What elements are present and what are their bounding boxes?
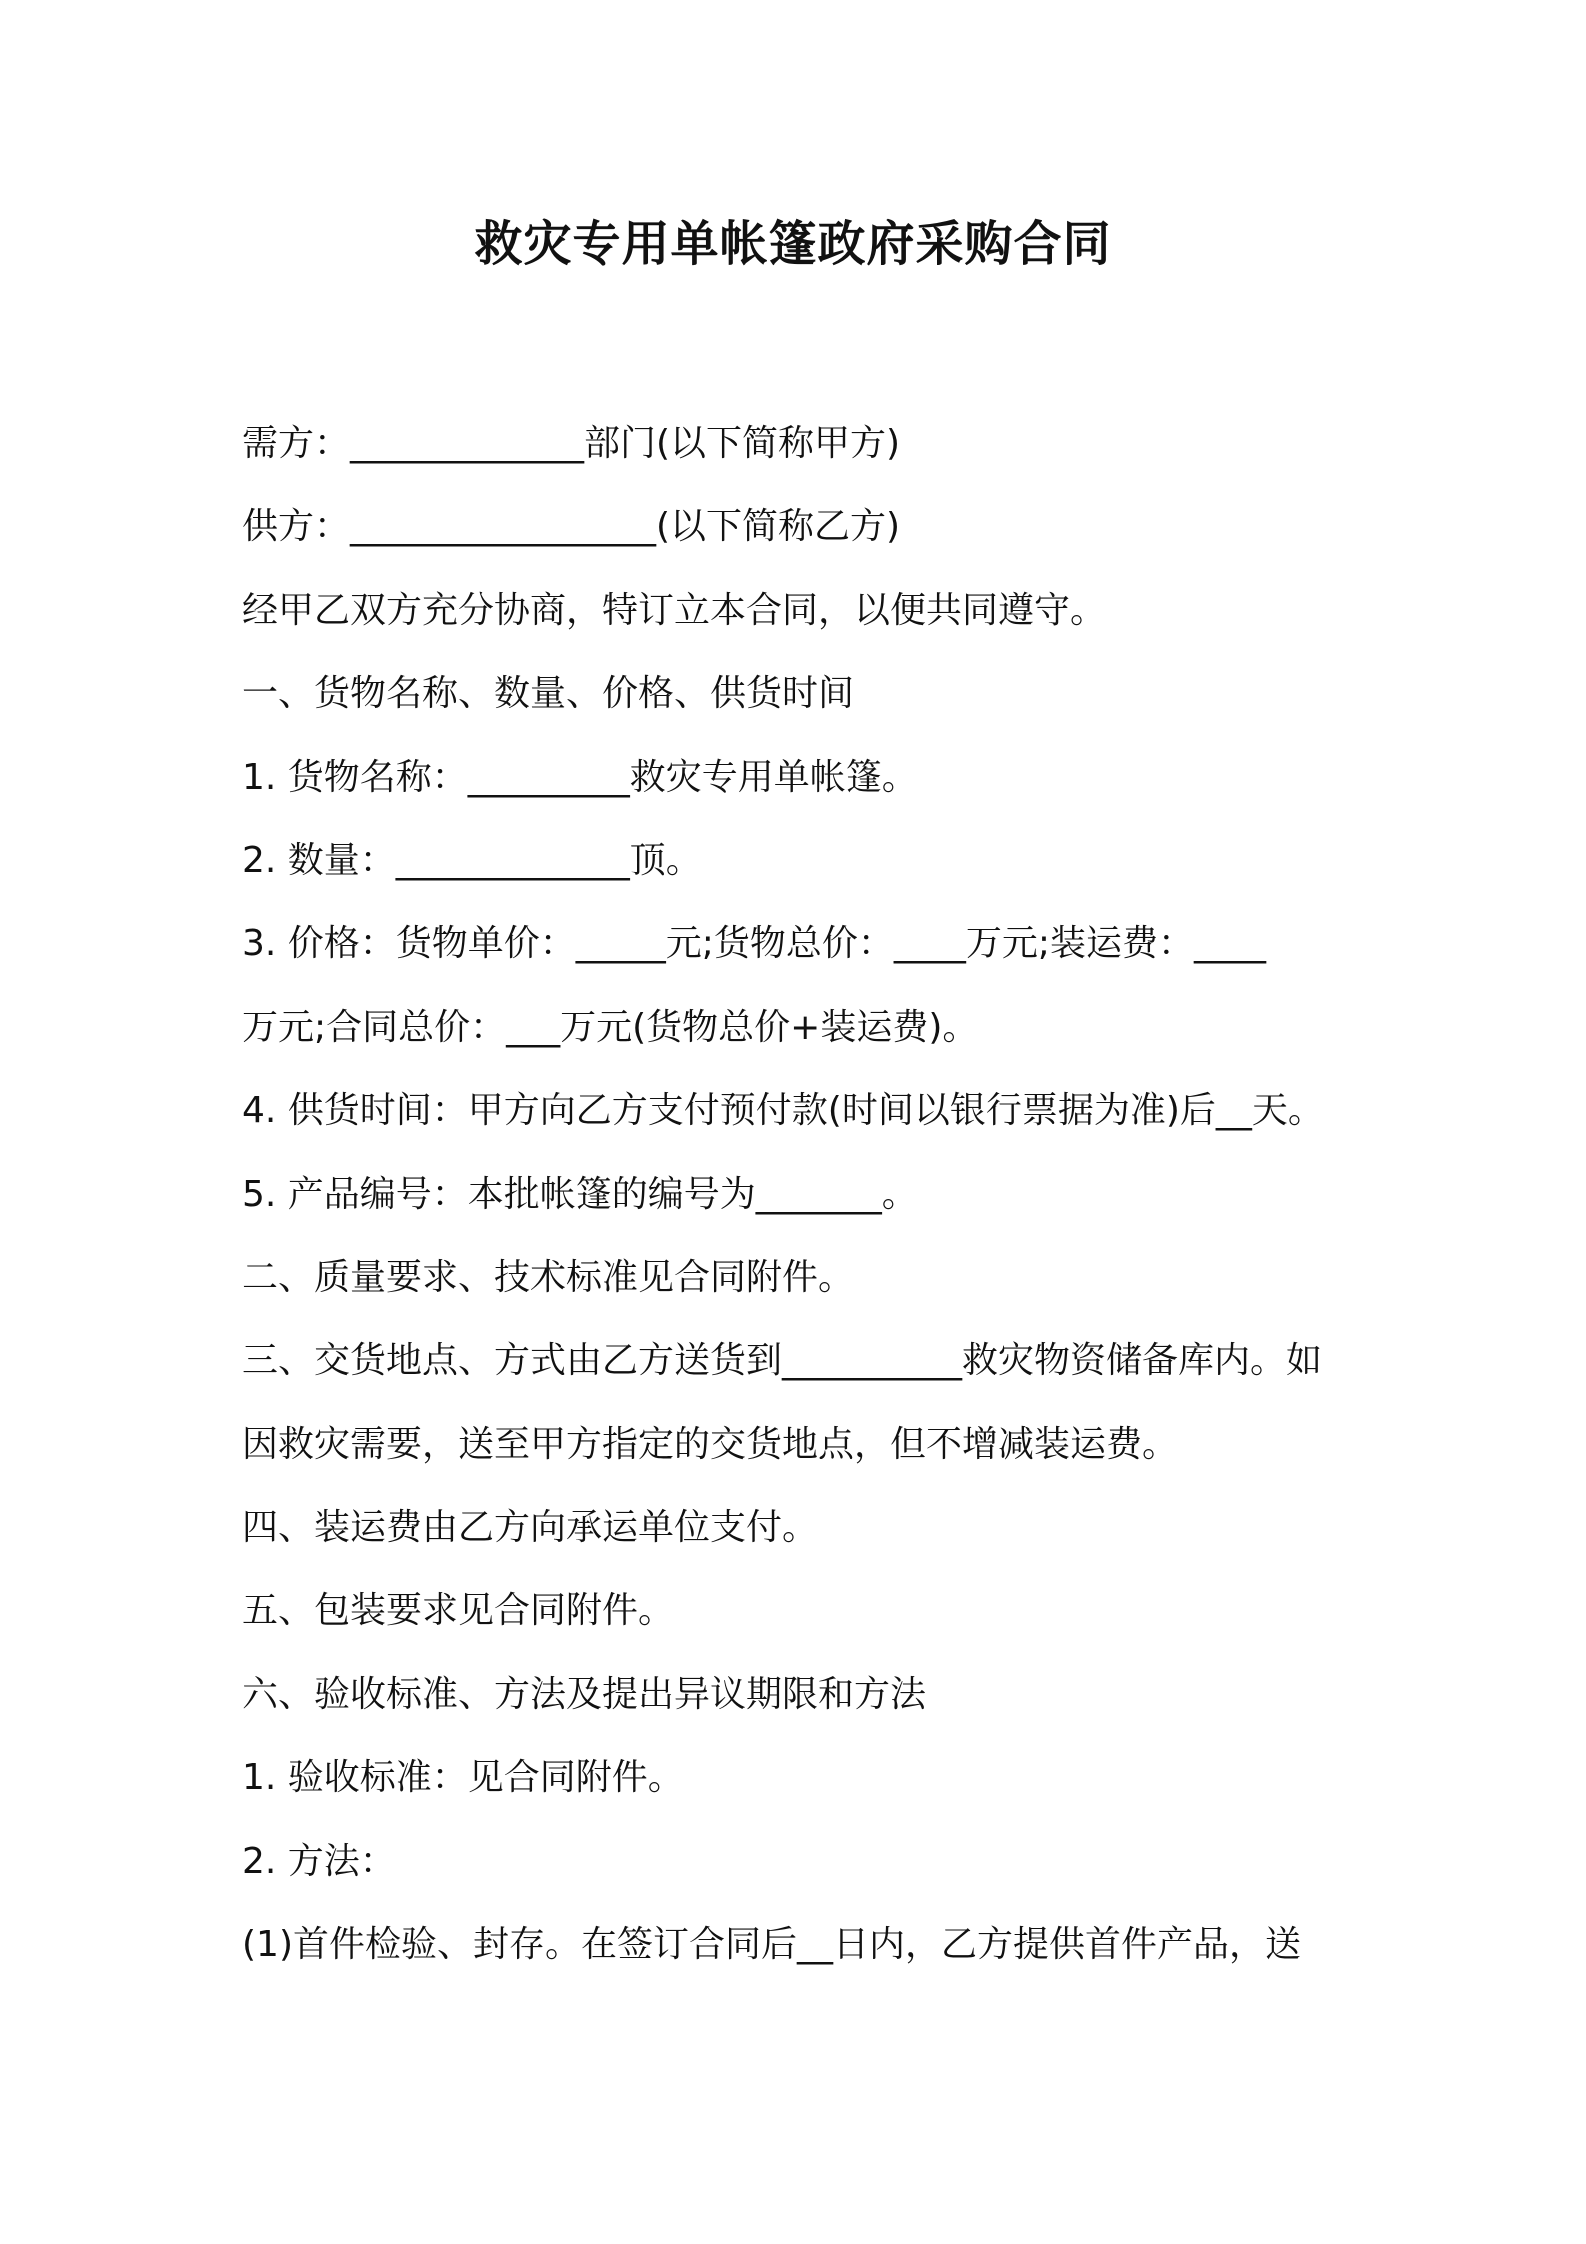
section-1-heading: 一、货物名称、数量、价格、供货时间 [242, 673, 855, 715]
quantity-line: 2. 数量：_____________顶。 [242, 839, 702, 881]
party-b-line: 供方：_________________(以下简称乙方) [242, 506, 901, 548]
section-2-line: 二、质量要求、技术标准见合同附件。 [242, 1256, 855, 1298]
section-5-line: 五、包装要求见合同附件。 [242, 1590, 675, 1632]
price-continuation-line: 万元;合同总价：___万元(货物总价+装运费)。 [242, 1006, 979, 1048]
goods-name-line: 1. 货物名称：_________救灾专用单帐篷。 [242, 756, 918, 798]
product-number-line: 5. 产品编号：本批帐篷的编号为_______。 [242, 1173, 918, 1215]
price-line: 3. 价格：货物单价：_____元;货物总价：____万元;装运费：____ [242, 923, 1267, 965]
supply-time-line: 4. 供货时间：甲方向乙方支付预付款(时间以银行票据为准)后__天。 [242, 1090, 1324, 1132]
section-3-continuation-line: 因救灾需要，送至甲方指定的交货地点，但不增减装运费。 [242, 1423, 1179, 1465]
section-4-line: 四、装运费由乙方向承运单位支付。 [242, 1507, 819, 1549]
document-title: 救灾专用单帐篷政府采购合同 [474, 216, 1112, 272]
agreement-intro-line: 经甲乙双方充分协商，特订立本合同，以便共同遵守。 [242, 589, 1107, 631]
contract-body [242, 402, 1362, 1986]
section-6-heading: 六、验收标准、方法及提出异议期限和方法 [242, 1673, 927, 1715]
first-inspection-line: (1)首件检验、封存。在签订合同后__日内，乙方提供首件产品，送 [242, 1924, 1301, 1966]
method-line: 2. 方法： [242, 1840, 396, 1882]
section-3-line: 三、交货地点、方式由乙方送货到__________救灾物资储备库内。如 [242, 1340, 1323, 1382]
acceptance-standard-line: 1. 验收标准：见合同附件。 [242, 1757, 684, 1799]
party-a-line: 需方：_____________部门(以下简称甲方) [242, 423, 901, 464]
